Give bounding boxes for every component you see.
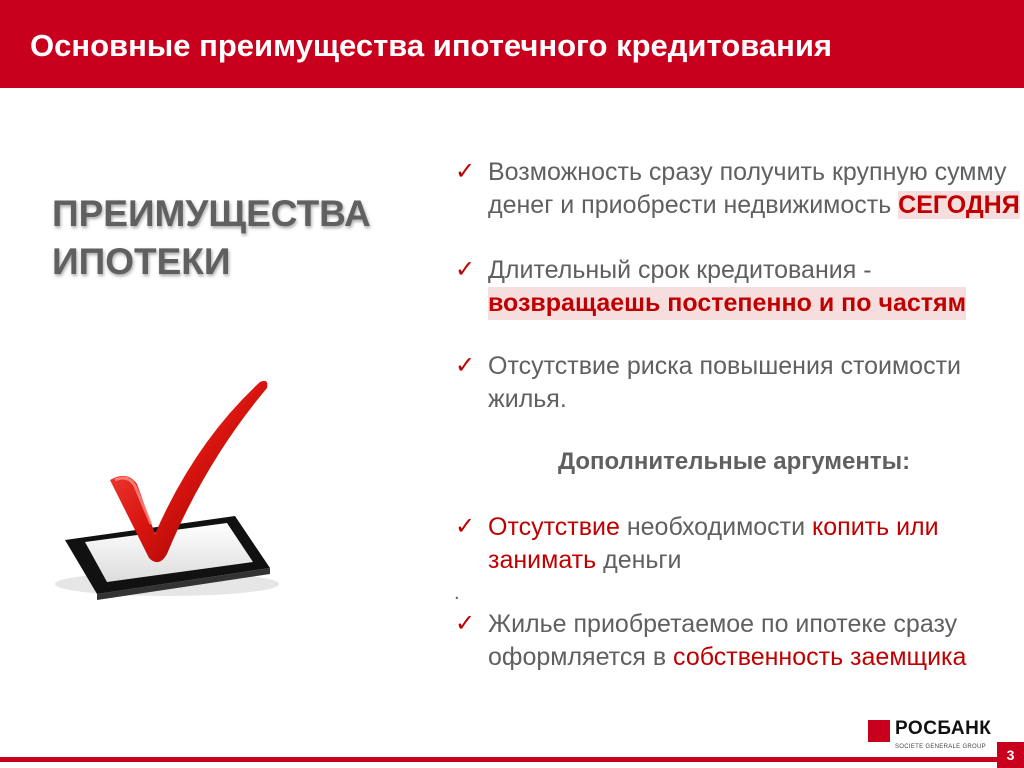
- bullet-2: [455, 254, 966, 320]
- bullet-3: [455, 350, 961, 416]
- checkmark-icon: ✓: [455, 158, 476, 185]
- rosbank-logo: [868, 718, 992, 758]
- page-number: 3: [997, 742, 1024, 768]
- additional-item-1-line-1: Отсутствие необходимости копить или: [488, 513, 939, 541]
- headline-line-2: ИПОТЕКИ: [52, 241, 231, 282]
- checkmark-icon: ✓: [455, 352, 476, 379]
- headline: [52, 190, 371, 286]
- additional-item-2-line-2: оформляется в собственность заемщика: [488, 643, 967, 671]
- additional-item-1-line-2: занимать деньги: [488, 546, 682, 574]
- additional-item-2: [455, 608, 966, 674]
- footer-line: [0, 757, 1000, 762]
- checkmark-icon: ✓: [455, 513, 476, 540]
- bullet-3-line-1: Отсутствие риска повышения стоимости: [488, 352, 961, 380]
- header-bar: [0, 0, 1024, 88]
- logo-name: РОСБАНК: [895, 718, 992, 739]
- logo-square-icon: [868, 720, 890, 742]
- checkmark-box-icon: [55, 372, 295, 602]
- bullet-1-highlight: СЕГОДНЯ: [898, 191, 1020, 219]
- slide-title: Основные преимущества ипотечного кредитования: [30, 28, 832, 63]
- additional-heading: Дополнительные аргументы:: [558, 448, 911, 475]
- bullet-2-line-1: Длительный срок кредитования -: [488, 256, 872, 284]
- additional-item-1: [455, 511, 939, 577]
- additional-item-2-line-1: Жилье приобретаемое по ипотеке сразу: [488, 610, 958, 638]
- headline-line-1: ПРЕИМУЩЕСТВА: [52, 193, 371, 234]
- bullet-1-line-1: Возможность сразу получить крупную сумму: [488, 158, 1007, 186]
- checkmark-icon: ✓: [455, 256, 476, 283]
- bullet-1: [455, 156, 1020, 222]
- bullet-2-highlight: возвращаешь постепенно и по частям: [488, 287, 966, 320]
- bullet-1-line-2: денег и приобрести недвижимость СЕГОДНЯ: [488, 191, 1020, 219]
- checkmark-icon: ✓: [455, 610, 476, 637]
- logo-subtitle: SOCIETE GENERALE GROUP: [895, 744, 986, 750]
- bullet-3-line-2: жилья.: [488, 385, 567, 413]
- separator-dot: .: [454, 582, 460, 604]
